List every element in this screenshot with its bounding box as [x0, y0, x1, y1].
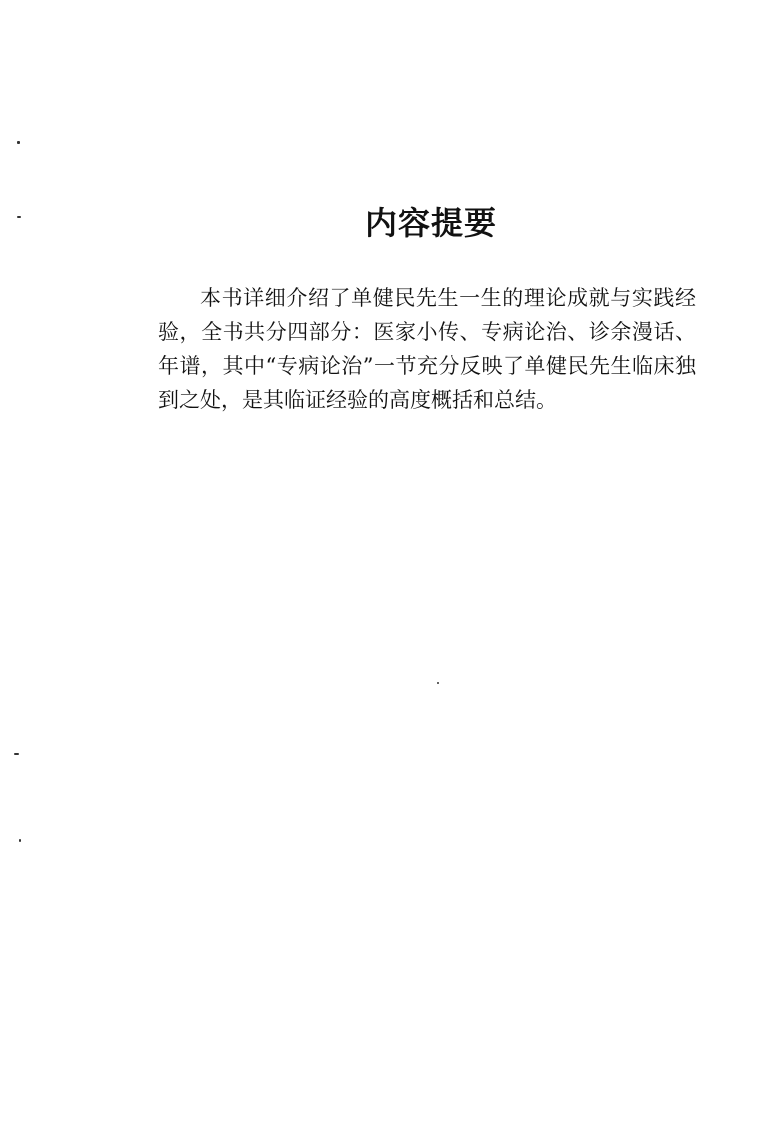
page-title: 内容提要 [364, 204, 497, 242]
scan-speck [19, 839, 21, 842]
summary-paragraph: 本书详细介绍了单健民先生一生的理论成就与实践经验，全书共分四部分：医家小传、专病论治、诊余漫话、年谱，其中“专病论治”一节充分反映了单健民先生临床独到之处，是其临证经验的高度概括和总结。 [158, 286, 696, 412]
scan-speck [17, 141, 20, 144]
scan-speck [437, 682, 439, 684]
scan-speck [17, 216, 21, 218]
scan-speck [14, 753, 19, 755]
